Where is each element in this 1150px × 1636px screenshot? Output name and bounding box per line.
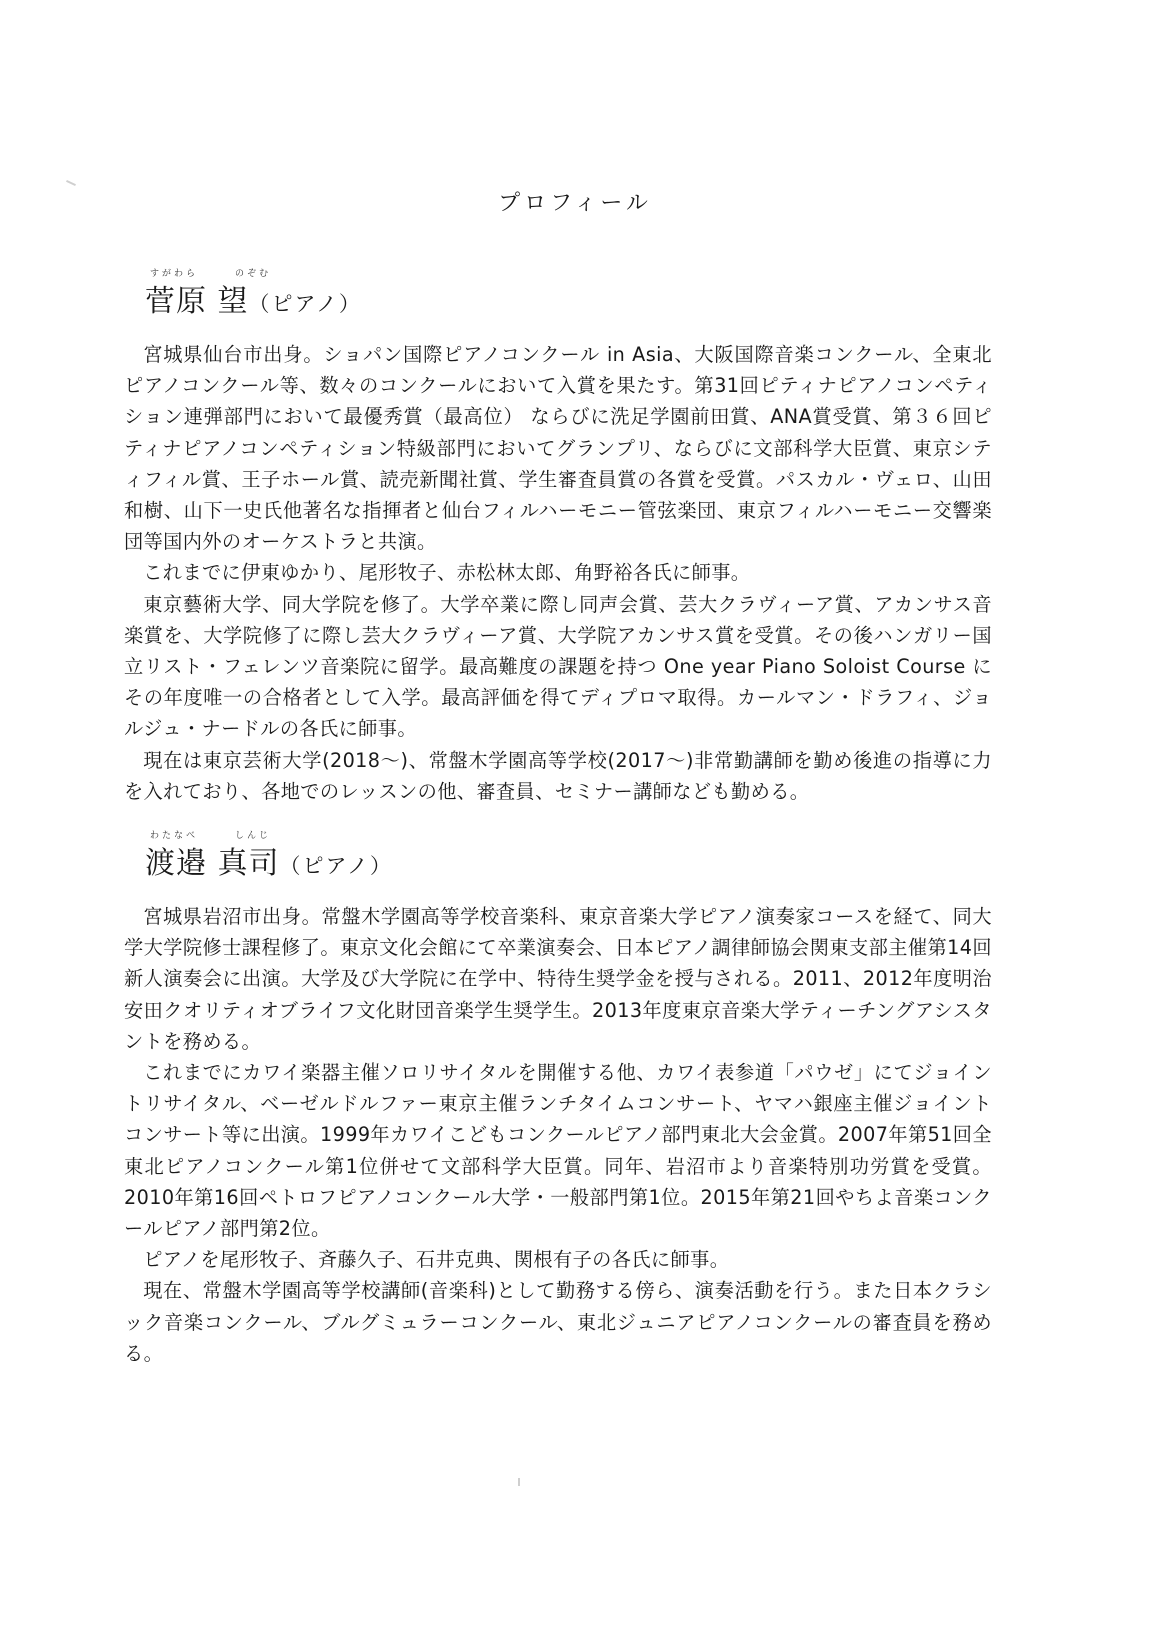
bio-paragraph: 現在、常盤木学園高等学校講師(音楽科)として勤務する傍ら、演奏活動を行う。また日本クラシック音楽コンクール、ブルグミュラーコンクール、東北ジュニアピアノコンクールの審査員を務める。 [124, 1279, 992, 1365]
person-name [145, 838, 393, 882]
name-ruby-family: わたなべ [150, 831, 199, 841]
name-ruby-family: すがわら [150, 269, 199, 279]
instrument-label: （ピアノ） [248, 292, 362, 316]
page-title: プロフィール [498, 191, 652, 216]
name-ruby-given: しんじ [235, 831, 272, 841]
person-name-text: 渡邉 真司 [145, 846, 280, 881]
scan-speck [518, 1478, 520, 1486]
bio-paragraph: これまでに伊東ゆかり、尾形牧子、赤松林太郎、角野裕各氏に師事。 [143, 561, 751, 585]
bio-paragraph: ピアノを尾形牧子、斉藤久子、石井克典、関根有子の各氏に師事。 [143, 1248, 730, 1272]
biography [124, 901, 992, 1369]
bio-paragraph: 東京藝術大学、同大学院を修了。大学卒業に際し同声会賞、芸大クラヴィーア賞、アカンサス音楽賞を、大学院修了に際し芸大クラヴィーア賞、大学院アカンサス賞を受賞。その後ハンガリー国立リスト・フェレンツ音楽院に留学。最高難度の課題を持つ One year Piano Soloist Course にその年度唯一の合格者として入学。最高評価を得てディプロマ取得。カールマン・ドラフィ、ジョルジュ・ナードルの各氏に師事。 [124, 592, 992, 741]
biography [124, 339, 992, 807]
bio-paragraph: これまでにカワイ楽器主催ソロリサイタルを開催する他、カワイ表参道「パウゼ」にてジョイントリサイタル、ベーゼルドルファー東京主催ランチタイムコンサート、ヤマハ銀座主催ジョイントコンサート等に出演。1999年カワイこどもコンクールピアノ部門東北大会金賞。2007年第51回全東北ピアノコンクール第1位併せて文部科学大臣賞。同年、岩沼市より音楽特別功労賞を受賞。2010年第16回ペトロフピアノコンクール大学・一般部門第1位。2015年第21回やちよ音楽コンクールピアノ部門第2位。 [124, 1061, 992, 1241]
bio-paragraph: 宮城県岩沼市出身。常盤木学園高等学校音楽科、東京音楽大学ピアノ演奏家コースを経て、同大学大学院修士課程修了。東京文化会館にて卒業演奏会、日本ピアノ調律師協会関東支部主催第14回新人演奏会に出演。大学及び大学院に在学中、特待生奨学金を授与される。2011、2012年度明治安田クオリティオブライフ文化財団音楽学生奨学生。2013年度東京音楽大学ティーチングアシスタントを務める。 [124, 905, 992, 1053]
name-ruby-given: のぞむ [235, 269, 272, 279]
person-name [145, 276, 362, 320]
instrument-label: （ピアノ） [279, 854, 393, 878]
person-name-text: 菅原 望 [145, 284, 249, 319]
bio-paragraph: 宮城県仙台市出身。ショパン国際ピアノコンクール in Asia、大阪国際音楽コンクール、全東北ピアノコンクール等、数々のコンクールにおいて入賞を果たす。第31回ピティナピアノコンペティション連弾部門において最優秀賞（最高位） ならびに洗足学園前田賞、ANA賞受賞、第３６回ピティナピアノコンペティション特級部門においてグランプリ、ならびに文部科学大臣賞、東京シティフィル賞、王子ホール賞、読売新聞社賞、学生審査員賞の各賞を受賞。パスカル・ヴェロ、山田和樹、山下一史氏他著名な指揮者と仙台フィルハーモニー管弦楽団、東京フィルハーモニー交響楽団等国内外のオーケストラと共演。 [124, 343, 992, 554]
bio-paragraph: 現在は東京芸術大学(2018～)、常盤木学園高等学校(2017～)非常勤講師を勤め後進の指導に力を入れており、各地でのレッスンの他、審査員、セミナー講師なども勤める。 [124, 748, 992, 803]
